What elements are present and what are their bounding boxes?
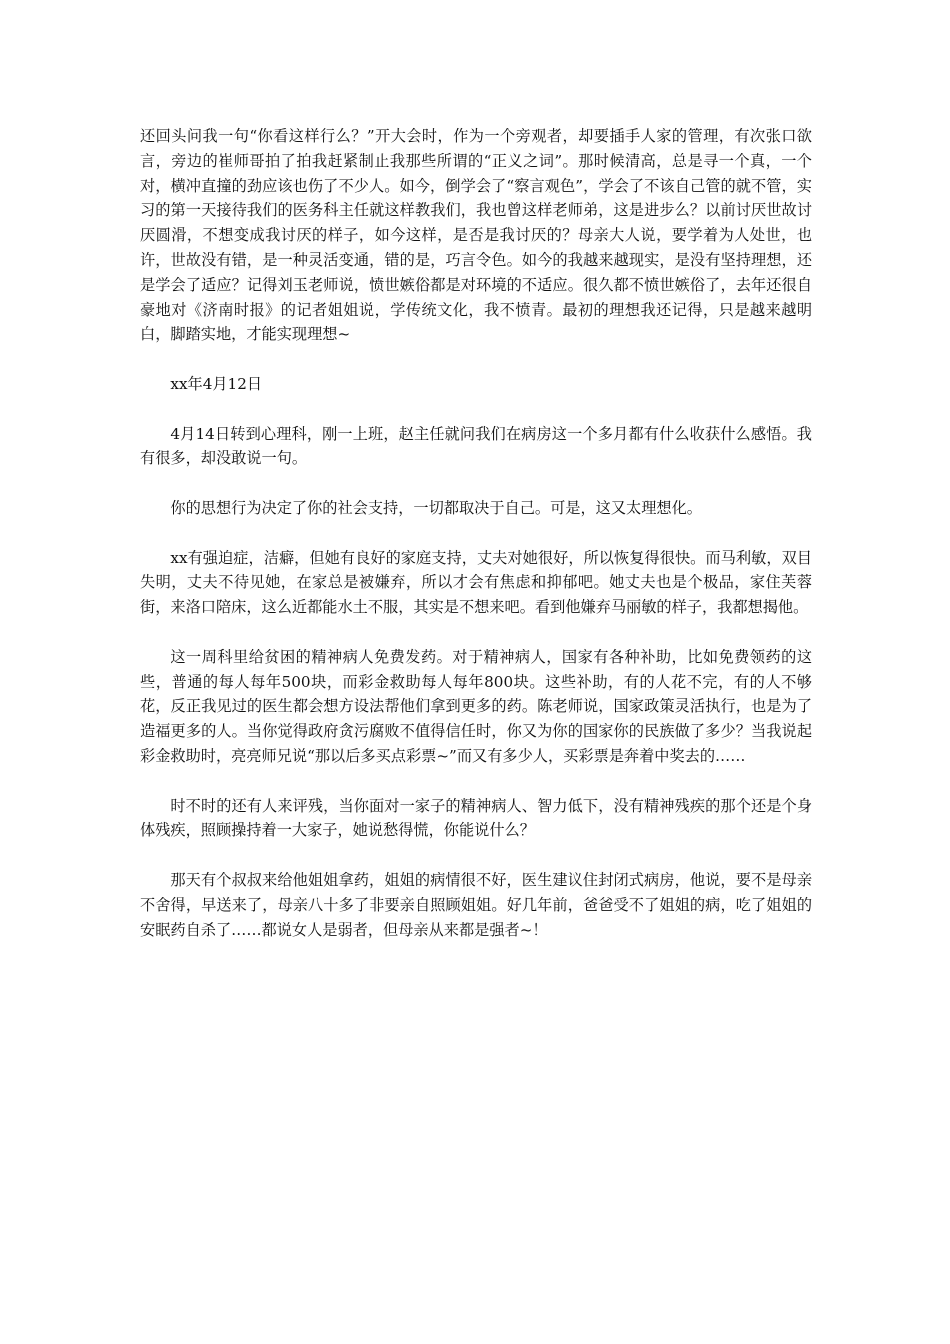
paragraph-1: 还回头问我一句“你看这样行么？”开大会时，作为一个旁观者，却要插手人家的管理，有次张口欲言，旁边的崔师哥拍了拍我赶紧制止我那些所谓的“正义之词”。那时候清高，总是寻一个真，一个对，横冲直撞的劲应该也伤了不少人。如今，倒学会了“察言观色”，学会了不该自己管的就不管，实习的第一天接待我们的医务科主任就这样教我们，我也曾这样老师弟，这是进步么？以前讨厌世故讨厌圆滑，不想变成我讨厌的样子，如今这样，是否是我讨厌的？母亲大人说，要学着为人处世，也许，世故没有错，是一种灵活变通，错的是，巧言令色。如今的我越来越现实，是没有坚持理想，还是学会了适应？记得刘玉老师说，愤世嫉俗都是对环境的不适应。很久都不愤世嫉俗了，去年还很自豪地对《济南时报》的记者姐姐说，学传统文化，我不愤青。最初的理想我还记得，只是越来越明白，脚踏实地，才能实现理想~ [140,127,812,344]
date-line: xx年4月12日 [170,374,263,393]
paragraph-2: 4月14日转到心理科，刚一上班，赵主任就问我们在病房这一个多月都有什么收获什么感悟。我有很多，却没敢说一句。 [140,424,812,468]
document-body [140,124,812,967]
paragraph-5: 这一周科里给贫困的精神病人免费发药。对于精神病人，国家有各种补助，比如免费领药的这些，普通的每人每年500块，而彩金救助每人每年800块。这些补助，有的人花不完，有的人不够花，反正我见过的医生都会想方设法帮他们拿到更多的药。陈老师说，国家政策灵活执行，也是为了造福更多的人。当你觉得政府贪污腐败不值得信任时，你又为你的国家你的民族做了多少？当我说起彩金救助时，亮亮师兄说“那以后多买点彩票~”而又有多少人，买彩票是奔着中奖去的…… [140,647,812,765]
paragraph-3: 你的思想行为决定了你的社会支持，一切都取决于自己。可是，这又太理想化。 [170,498,702,517]
paragraph-4: xx有强迫症，洁癖，但她有良好的家庭支持，丈夫对她很好，所以恢复得很快。而马利敏，双目失明，丈夫不待见她，在家总是被嫌弃，所以才会有焦虑和抑郁吧。她丈夫也是个极品，家住芙蓉街，来洛口陪床，这么近都能水土不服，其实是不想来吧。看到他嫌弃马丽敏的样子，我都想揭他。 [140,548,812,617]
paragraph-7: 那天有个叔叔来给他姐姐拿药，姐姐的病情很不好，医生建议住封闭式病房，他说，要不是母亲不舍得，早送来了，母亲八十多了非要亲自照顾姐姐。好几年前，爸爸受不了姐姐的病，吃了姐姐的安眠药自杀了……都说女人是弱者，但母亲从来都是强者~！ [140,870,812,939]
paragraph-6: 时不时的还有人来评残，当你面对一家子的精神病人、智力低下，没有精神残疾的那个还是个身体残疾，照顾操持着一大家子，她说愁得慌，你能说什么？ [140,796,812,840]
